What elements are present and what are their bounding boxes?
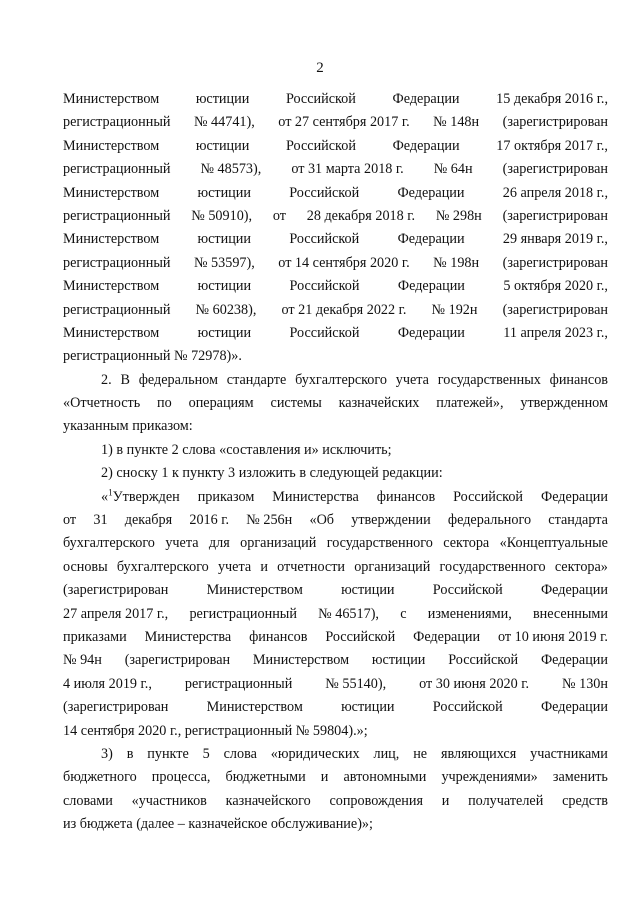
word: Российской xyxy=(448,652,519,669)
text-line xyxy=(63,673,608,696)
word: 3) xyxy=(101,745,113,762)
word: Российской xyxy=(286,137,356,154)
word: Российской xyxy=(432,699,503,716)
word: стандарта xyxy=(548,512,608,529)
word: Российской xyxy=(289,324,360,341)
word: «участников xyxy=(131,792,207,809)
word: Министерством xyxy=(63,231,160,248)
word: «Концептуальные xyxy=(499,535,608,552)
word: федеральном xyxy=(138,371,218,388)
word: Министерства xyxy=(272,488,359,505)
footnote-mark: 1 xyxy=(108,486,113,497)
word: 2016 г. xyxy=(189,512,230,529)
word: участниками xyxy=(530,745,608,762)
word: № 44741), xyxy=(193,114,255,131)
word: платежей», xyxy=(436,395,504,412)
word: регистрационный xyxy=(63,161,171,178)
word: утвержденном xyxy=(520,395,608,412)
text-line xyxy=(63,439,608,462)
text-line xyxy=(63,135,608,158)
word: бухгалтерского xyxy=(63,535,155,552)
word: Российской xyxy=(285,91,356,107)
word: регистрационный xyxy=(63,207,171,224)
word: Министерством xyxy=(252,652,350,669)
word: заменить xyxy=(552,769,608,786)
word: с xyxy=(400,605,407,622)
word: юстиции xyxy=(197,324,252,341)
word: Федерации xyxy=(540,652,608,669)
text-line xyxy=(63,649,608,672)
word: «юридических xyxy=(270,745,360,762)
word: в xyxy=(126,745,134,762)
page-number: 2 xyxy=(316,60,324,76)
word: и xyxy=(441,792,450,809)
word: от 21 декабря 2022 г. xyxy=(281,301,407,318)
word: слова xyxy=(223,745,257,762)
text-line xyxy=(63,532,608,555)
word-with-footnote xyxy=(101,486,180,509)
word: стандарте xyxy=(226,371,287,388)
word: от 14 сентября 2020 г. xyxy=(278,254,410,271)
word: внесенными xyxy=(532,605,608,622)
word: (зарегистрирован xyxy=(502,301,608,318)
word: Утвержден xyxy=(112,488,180,505)
word: государственного xyxy=(439,558,546,575)
text-line xyxy=(63,228,608,251)
word: (зарегистрирован xyxy=(124,652,231,669)
word: декабря xyxy=(124,512,173,529)
word: от 10 июня 2019 г. xyxy=(498,628,608,645)
word: юстиции xyxy=(195,91,250,107)
text-line xyxy=(63,556,608,579)
word: Федерации xyxy=(392,137,460,154)
word: Федерации xyxy=(397,324,465,341)
text-line xyxy=(63,603,608,626)
word: Министерством xyxy=(206,699,303,716)
word: финансов xyxy=(549,371,608,388)
word: пункте xyxy=(147,745,189,762)
line-text: из бюджета (далее – казначейское обслуживание)»; xyxy=(63,816,373,833)
text-line xyxy=(63,158,608,181)
text-line xyxy=(63,626,608,649)
text-line xyxy=(63,766,608,789)
word: отчетности xyxy=(277,558,345,575)
word: юстиции xyxy=(195,137,250,154)
word: изменениями, xyxy=(427,605,512,622)
word: № 298н xyxy=(435,207,482,224)
word: сектора xyxy=(443,535,490,552)
word: лиц, xyxy=(373,745,400,762)
word: по xyxy=(157,395,172,412)
text-line xyxy=(63,462,608,485)
word: Российской xyxy=(453,488,524,505)
word: учета xyxy=(165,535,199,552)
word: основы xyxy=(63,558,108,575)
word: Российской xyxy=(432,582,503,599)
word: 11 апреля 2023 г., xyxy=(503,324,608,341)
word: от 27 сентября 2017 г. xyxy=(278,114,410,131)
word: бюджетными xyxy=(225,769,306,786)
text-line xyxy=(63,696,608,719)
word: Российской xyxy=(289,184,360,201)
text-line xyxy=(63,579,608,602)
text-line xyxy=(63,720,608,743)
text-line xyxy=(63,369,608,392)
line-text: 14 сентября 2020 г., регистрационный № 59804).»; xyxy=(63,722,368,739)
word: финансов xyxy=(249,628,308,645)
word: от xyxy=(272,207,286,224)
text-line xyxy=(63,345,608,368)
word: 29 января 2019 г., xyxy=(502,231,608,248)
word: регистрационный xyxy=(189,605,297,622)
word: регистрационный xyxy=(184,675,293,692)
word: словами xyxy=(63,792,113,809)
word: Российской xyxy=(289,231,360,248)
text-line xyxy=(63,790,608,813)
word: Федерации xyxy=(413,628,481,645)
word: 28 декабря 2018 г. xyxy=(306,207,416,224)
word: № 55140), xyxy=(325,675,387,692)
word: федерального xyxy=(447,512,532,529)
word: казначейских xyxy=(338,395,420,412)
word: юстиции xyxy=(197,184,251,201)
word: Федерации xyxy=(397,184,465,201)
text-line xyxy=(63,275,608,298)
text-line xyxy=(63,813,608,836)
word: приказами xyxy=(63,628,127,645)
word: утверждении xyxy=(351,512,431,529)
word: № 64н xyxy=(433,161,473,178)
word: Министерством xyxy=(63,324,160,341)
word: государственных xyxy=(437,371,541,388)
word: государственного xyxy=(326,535,433,552)
word: приказом xyxy=(197,488,255,505)
word: юстиции xyxy=(341,699,395,716)
word: юстиции xyxy=(197,278,252,295)
word: сопровождения xyxy=(329,792,423,809)
word: Министерства xyxy=(144,628,232,645)
word: от xyxy=(63,512,77,529)
word: Министерством xyxy=(63,91,160,107)
word: Федерации xyxy=(397,231,465,248)
word: (зарегистрирован xyxy=(502,254,608,271)
text-line xyxy=(63,205,608,228)
word: организаций xyxy=(354,558,431,575)
text-line xyxy=(63,415,608,438)
document-body xyxy=(63,88,608,837)
word: Российской xyxy=(289,278,360,295)
word: № 192н xyxy=(431,301,478,318)
text-line xyxy=(63,252,608,275)
word: № 198н xyxy=(433,254,480,271)
word: 4 июля 2019 г., xyxy=(63,675,152,692)
word: «Об xyxy=(309,512,335,529)
word: получателей xyxy=(468,792,544,809)
word: регистрационный xyxy=(63,114,171,131)
text-line xyxy=(63,392,608,415)
word: процесса, xyxy=(151,769,211,786)
word: юстиции xyxy=(197,231,251,248)
word: бухгалтерского xyxy=(295,371,387,388)
line-text: указанным приказом: xyxy=(63,418,193,435)
word: (зарегистрирован xyxy=(63,699,169,716)
word: № 48573), xyxy=(200,161,262,178)
word: регистрационный xyxy=(63,301,171,318)
word: « xyxy=(101,488,109,505)
word: (зарегистрирован xyxy=(63,582,169,599)
word: организаций xyxy=(240,535,317,552)
word: Министерством xyxy=(63,184,160,201)
word: В xyxy=(120,371,130,388)
word: 5 xyxy=(202,745,210,762)
word: от 31 марта 2018 г. xyxy=(291,161,404,178)
word: системы xyxy=(270,395,322,412)
line-text: регистрационный № 72978)». xyxy=(63,348,242,365)
text-line xyxy=(63,299,608,322)
word: юстиции xyxy=(341,582,395,599)
word: операциям xyxy=(188,395,254,412)
word: Министерством xyxy=(63,137,160,154)
word: учета xyxy=(217,558,252,575)
word: бухгалтерского xyxy=(116,558,209,575)
word: финансов xyxy=(376,488,436,505)
line-text: 1) в пункте 2 слова «составления и» исключить; xyxy=(101,441,392,458)
word: Федерации xyxy=(540,488,608,505)
word: «Отчетность xyxy=(63,395,141,412)
word: (зарегистрирован xyxy=(502,114,608,131)
word: Федерации xyxy=(397,278,465,295)
word: являющихся xyxy=(440,745,517,762)
word: 5 октября 2020 г., xyxy=(503,278,608,295)
word: и xyxy=(260,558,268,575)
word: Федерации xyxy=(392,91,460,107)
word: юстиции xyxy=(371,652,426,669)
word: сектора» xyxy=(554,558,608,575)
word: казначейского xyxy=(225,792,311,809)
word: 26 апреля 2018 г., xyxy=(502,184,608,201)
word: учреждениями» xyxy=(441,769,538,786)
word: Российской xyxy=(325,628,396,645)
text-line xyxy=(63,182,608,205)
word: № 46517), xyxy=(318,605,379,622)
word: регистрационный xyxy=(63,254,171,271)
word: и xyxy=(320,769,329,786)
text-line xyxy=(63,111,608,134)
word: Министерством xyxy=(206,582,303,599)
text-line xyxy=(63,509,608,532)
word: № 256н xyxy=(246,512,293,529)
text-line xyxy=(63,486,608,509)
word: № 53597), xyxy=(193,254,255,271)
word: (зарегистрирован xyxy=(502,161,608,178)
word: автономными xyxy=(343,769,427,786)
word: для xyxy=(208,535,230,552)
word: № 94н xyxy=(63,652,102,669)
word: Федерации xyxy=(540,582,608,599)
word: 15 декабря 2016 г., xyxy=(496,91,608,107)
word: № 130н xyxy=(562,675,608,692)
word: (зарегистрирован xyxy=(502,207,608,224)
line-text: 2) сноску 1 к пункту 3 изложить в следующей редакции: xyxy=(101,465,443,482)
text-line xyxy=(63,88,608,111)
word: Федерации xyxy=(540,699,608,716)
word: Министерством xyxy=(63,278,160,295)
word: № 50910), xyxy=(191,207,253,224)
word: 2. xyxy=(101,371,112,388)
word: средств xyxy=(562,792,608,809)
word: 27 апреля 2017 г., xyxy=(63,605,169,622)
word: бюджетного xyxy=(63,769,137,786)
text-line xyxy=(63,743,608,766)
word: № 60238), xyxy=(195,301,257,318)
word: № 148н xyxy=(433,114,480,131)
word: 31 xyxy=(93,512,108,529)
word: от 30 июня 2020 г. xyxy=(419,675,530,692)
word: учета xyxy=(395,371,429,388)
text-line xyxy=(63,322,608,345)
word: не xyxy=(413,745,428,762)
word: 17 октября 2017 г., xyxy=(496,137,608,154)
